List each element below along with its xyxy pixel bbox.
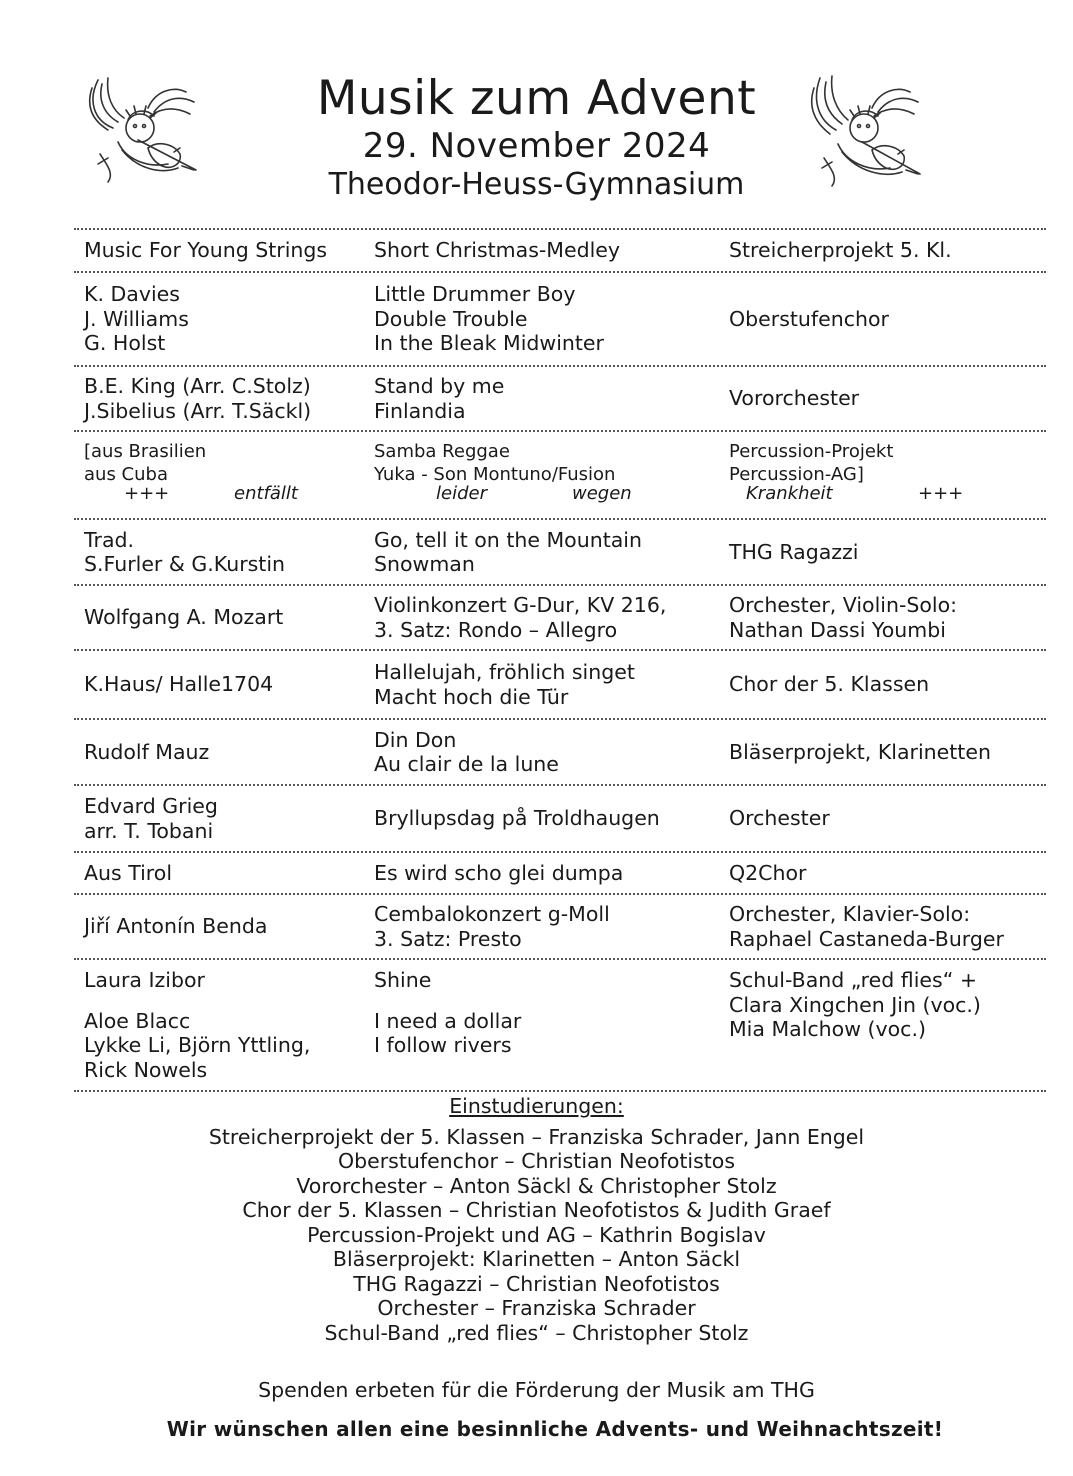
performer-cell	[729, 586, 1046, 649]
composer-cell	[84, 520, 369, 584]
cell-line: Bläserprojekt, Klarinetten	[729, 739, 991, 764]
performer-cell	[729, 786, 1046, 851]
cell-line: Nathan Dassi Youmbi	[729, 617, 946, 642]
school-name: Theodor-Heuss-Gymnasium	[328, 167, 745, 202]
program-row	[74, 786, 1046, 853]
composer-cell	[84, 895, 369, 958]
composer-cell	[84, 853, 369, 893]
cell-line: Double Trouble	[374, 306, 528, 331]
cancellation-note: entfällt	[234, 483, 298, 504]
cell-line: B.E. King (Arr. C.Stolz)	[84, 374, 311, 398]
season-greeting: Wir wünschen allen eine besinnliche Advents- und Weihnachtszeit!	[166, 1417, 944, 1441]
cell-line: [aus Brasilien	[84, 441, 207, 462]
performer-cell	[729, 720, 1046, 784]
cell-line: J.Sibelius (Arr. T.Säckl)	[84, 398, 312, 423]
program-row	[74, 895, 1046, 960]
program-row	[74, 230, 1046, 273]
cell-line: Finlandia	[374, 398, 466, 423]
cell-line: Stand by me	[374, 374, 505, 398]
piece-cell	[374, 853, 724, 893]
cell-line: Chor der 5. Klassen	[729, 672, 930, 697]
composer-cell	[84, 273, 369, 365]
cell-line: Go, tell it on the Mountain	[374, 527, 642, 552]
cell-line: Oberstufenchor	[729, 306, 889, 331]
cell-line: Wolfgang A. Mozart	[84, 605, 284, 630]
credit-line: Streicherprojekt der 5. Klassen – Franziska Schrader, Jann Engel	[208, 1124, 865, 1149]
credit-line: Schul-Band „red flies“ – Christopher Stolz	[324, 1320, 749, 1345]
cell-line: 3. Satz: Presto	[374, 926, 522, 951]
credit-line: Orchester – Franziska Schrader	[377, 1296, 696, 1320]
composer-cell	[84, 651, 369, 718]
program-table	[74, 228, 1046, 1092]
cell-line: Samba Reggae	[374, 441, 510, 462]
cell-line: 3. Satz: Rondo – Allegro	[374, 617, 618, 642]
piece-cell	[374, 786, 724, 851]
cell-line: Yuka - Son Montuno/Fusion	[374, 464, 616, 485]
cancellation-note: +++	[918, 483, 964, 504]
performer-cell	[729, 520, 1046, 584]
piece-cell	[374, 230, 724, 271]
cell-line: Edvard Grieg	[84, 794, 218, 818]
cell-line	[374, 993, 724, 1009]
cell-line	[84, 993, 369, 1009]
cell-line: Music For Young Strings	[84, 238, 328, 263]
cancellation-note: leider	[436, 483, 487, 504]
cell-line: I need a dollar	[374, 1008, 522, 1033]
performer-cell	[729, 960, 1046, 1090]
cell-line: Hallelujah, fröhlich singet	[374, 660, 635, 684]
cell-line: Lykke Li, Björn Yttling,	[84, 1033, 311, 1057]
cell-line: I follow rivers	[374, 1033, 512, 1057]
cell-line: Macht hoch die Tür	[374, 684, 569, 709]
cell-line: Schul-Band „red flies“ +	[729, 968, 978, 992]
piece-cell	[374, 273, 724, 365]
cell-line: Rick Nowels	[84, 1057, 208, 1082]
cell-line: Shine	[374, 968, 432, 992]
cell-line: Orchester, Violin-Solo:	[729, 593, 958, 617]
composer-cell	[84, 230, 369, 271]
cell-line: Little Drummer Boy	[374, 282, 576, 307]
cell-line: THG Ragazzi	[729, 539, 859, 564]
piece-cell	[374, 720, 724, 784]
cell-line: Bryllupsdag på Troldhaugen	[374, 806, 660, 831]
cell-line: Q2Chor	[729, 860, 807, 885]
program-row	[74, 367, 1046, 432]
credit-line: Bläserprojekt: Klarinetten – Anton Säckl	[332, 1247, 741, 1271]
program-row	[74, 520, 1046, 586]
piece-cell	[374, 432, 724, 518]
cell-line: Percussion-Projekt	[729, 441, 894, 462]
credit-line: THG Ragazzi – Christian Neofotistos	[353, 1271, 720, 1296]
cell-line: K.Haus/ Halle1704	[84, 672, 274, 697]
cell-line: Orchester, Klavier-Solo:	[729, 902, 971, 926]
cancellation-note: Krankheit	[746, 483, 833, 504]
cell-line: Streicherprojekt 5. Kl.	[729, 238, 952, 263]
composer-cell	[84, 786, 369, 851]
cell-line: S.Furler & G.Kurstin	[84, 552, 286, 576]
cell-line: Cembalokonzert g-Moll	[374, 902, 610, 926]
composer-cell	[84, 960, 369, 1090]
cell-line: Raphael Castaneda-Burger	[729, 926, 1004, 951]
credits-section	[0, 1094, 1073, 1345]
piece-cell	[374, 367, 724, 430]
program-row	[74, 960, 1046, 1092]
program-row	[74, 720, 1046, 786]
cell-line: Aus Tirol	[84, 860, 173, 885]
piece-cell	[374, 520, 724, 584]
cell-line: aus Cuba	[84, 464, 168, 485]
event-date: 29. November 2024	[362, 126, 711, 166]
credit-line: Oberstufenchor – Christian Neofotistos	[337, 1149, 736, 1173]
cell-line: Jiří Antonín Benda	[84, 914, 268, 939]
composer-cell	[84, 720, 369, 784]
page-title: Musik zum Advent	[316, 71, 757, 126]
cell-line: Snowman	[374, 552, 475, 576]
cell-line: Percussion-AG]	[729, 464, 864, 485]
credits-list	[0, 1125, 1073, 1346]
cell-line: Laura Izibor	[84, 968, 205, 992]
credit-line: Percussion-Projekt und AG – Kathrin Bogislav	[307, 1222, 766, 1247]
composer-cell	[84, 586, 369, 649]
credits-heading: Einstudierungen:	[449, 1094, 624, 1118]
cell-line: Es wird scho glei dumpa	[374, 860, 624, 885]
cell-line: Rudolf Mauz	[84, 739, 210, 764]
cell-line: Aloe Blacc	[84, 1008, 191, 1033]
piece-cell	[374, 586, 724, 649]
credit-line: Vororchester – Anton Säckl & Christopher Stolz	[296, 1173, 777, 1198]
cancellation-note: wegen	[572, 483, 632, 504]
cell-line: Din Don	[374, 727, 457, 752]
piece-cell	[374, 960, 724, 1090]
cell-line: J. Williams	[84, 306, 189, 331]
cell-line: Orchester	[729, 806, 830, 831]
program-row	[74, 432, 1046, 520]
cell-line: arr. T. Tobani	[84, 818, 214, 843]
cell-line: G. Holst	[84, 331, 166, 356]
cancellation-note: +++	[124, 483, 170, 504]
performer-cell	[729, 273, 1046, 365]
performer-cell	[729, 230, 1046, 271]
cell-line: Short Christmas-Medley	[374, 238, 621, 263]
cell-line: Trad.	[84, 527, 135, 552]
cell-line: Mia Malchow (voc.)	[729, 1017, 926, 1041]
performer-cell	[729, 651, 1046, 718]
credit-line: Chor der 5. Klassen – Christian Neofotistos & Judith Graef	[242, 1198, 831, 1222]
program-row	[74, 273, 1046, 367]
cell-line: Vororchester	[729, 386, 860, 411]
performer-cell	[729, 853, 1046, 893]
program-row	[74, 651, 1046, 720]
program-row	[74, 853, 1046, 895]
program-row	[74, 586, 1046, 651]
piece-cell	[374, 651, 724, 718]
cell-line: Clara Xingchen Jin (voc.)	[729, 992, 981, 1017]
cell-line: Violinkonzert G-Dur, KV 216,	[374, 593, 667, 617]
composer-cell	[84, 367, 369, 430]
cell-line: Au clair de la lune	[374, 752, 559, 776]
cell-line: In the Bleak Midwinter	[374, 331, 604, 356]
donation-note: Spenden erbeten für die Förderung der Musik am THG	[258, 1378, 815, 1402]
piece-cell	[374, 895, 724, 958]
performer-cell	[729, 367, 1046, 430]
performer-cell	[729, 895, 1046, 958]
cell-line: K. Davies	[84, 282, 180, 307]
